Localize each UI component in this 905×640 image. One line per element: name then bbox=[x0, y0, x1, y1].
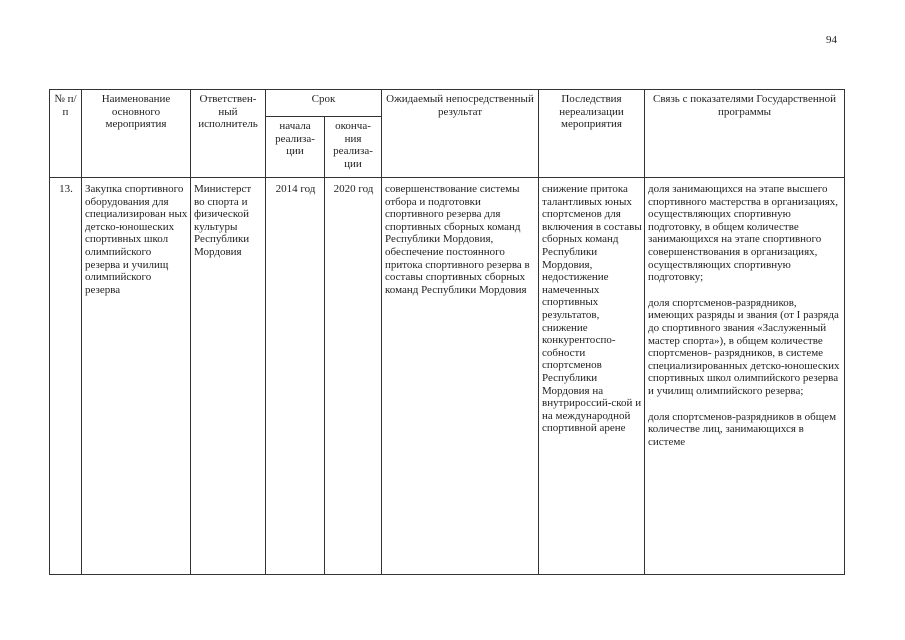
header-term-start: начала реализа-ции bbox=[266, 117, 325, 178]
cell-program-indicators bbox=[645, 178, 845, 575]
header-measure-name: Наименование основного мероприятия bbox=[82, 90, 191, 178]
cell-start-year: 2014 год bbox=[266, 178, 325, 575]
indicator-2: доля спортсменов-разрядников, имеющих разряды и звания (от I разряда до спортивного звания «Заслуженный мастер спорта»), в общем количестве спортсменов- разрядников, в системе специализированных детско-юношеских спортивных школ олимпийского резерва и училищ олимпийского резерва; bbox=[648, 296, 840, 397]
cell-responsible: Министерст во спорта и физической культуры Республики Мордовия bbox=[191, 178, 266, 575]
program-measures-table bbox=[49, 89, 845, 575]
header-responsible: Ответствен-ный исполнитель bbox=[191, 90, 266, 178]
cell-number: 13. bbox=[50, 178, 82, 575]
header-number: № п/п bbox=[50, 90, 82, 178]
header-term-end: оконча-ния реализа-ции bbox=[325, 117, 382, 178]
page-number: 94 bbox=[826, 34, 837, 46]
cell-end-year: 2020 год bbox=[325, 178, 382, 575]
indicator-1: доля занимающихся на этапе высшего спортивного мастерства в организациях, осуществляющих спортивную подготовку, в общем количестве занимающихся на этапе спортивного совершенствования в организациях, осуществляющих спортивную подготовку; bbox=[648, 183, 839, 284]
header-expected-result: Ожидаемый непосредственный результат bbox=[382, 90, 539, 178]
cell-expected-result: совершенствование системы отбора и подготовки спортивного резерва для спортивных сборных команд Республики Мордовия, обеспечение постоянного притока спортивного резерва в составы спортивных сборных команд Республики Мордовия bbox=[382, 178, 539, 575]
header-term: Срок bbox=[266, 90, 382, 117]
cell-measure-name: Закупка спортивного оборудования для специализирован ных детско-юношеских спортивных школ олимпийского резерва и училищ олимпийского резерва bbox=[82, 178, 191, 575]
cell-consequences: снижение притока талантливых юных спортсменов для включения в составы сборных команд Республики Мордовия, недостижение намеченных спортивных результатов, снижение конкурентоспо-собности спортсменов Республики Мордовия на внутрироссий-ской и на международной спортивной арене bbox=[539, 178, 645, 575]
header-consequences: Последствия нереализации мероприятия bbox=[539, 90, 645, 178]
table-row bbox=[50, 178, 845, 575]
header-program-indicators: Связь с показателями Государственной программы bbox=[645, 90, 845, 178]
indicator-3: доля спортсменов-разрядников в общем количестве лиц, занимающихся в системе bbox=[648, 410, 837, 448]
